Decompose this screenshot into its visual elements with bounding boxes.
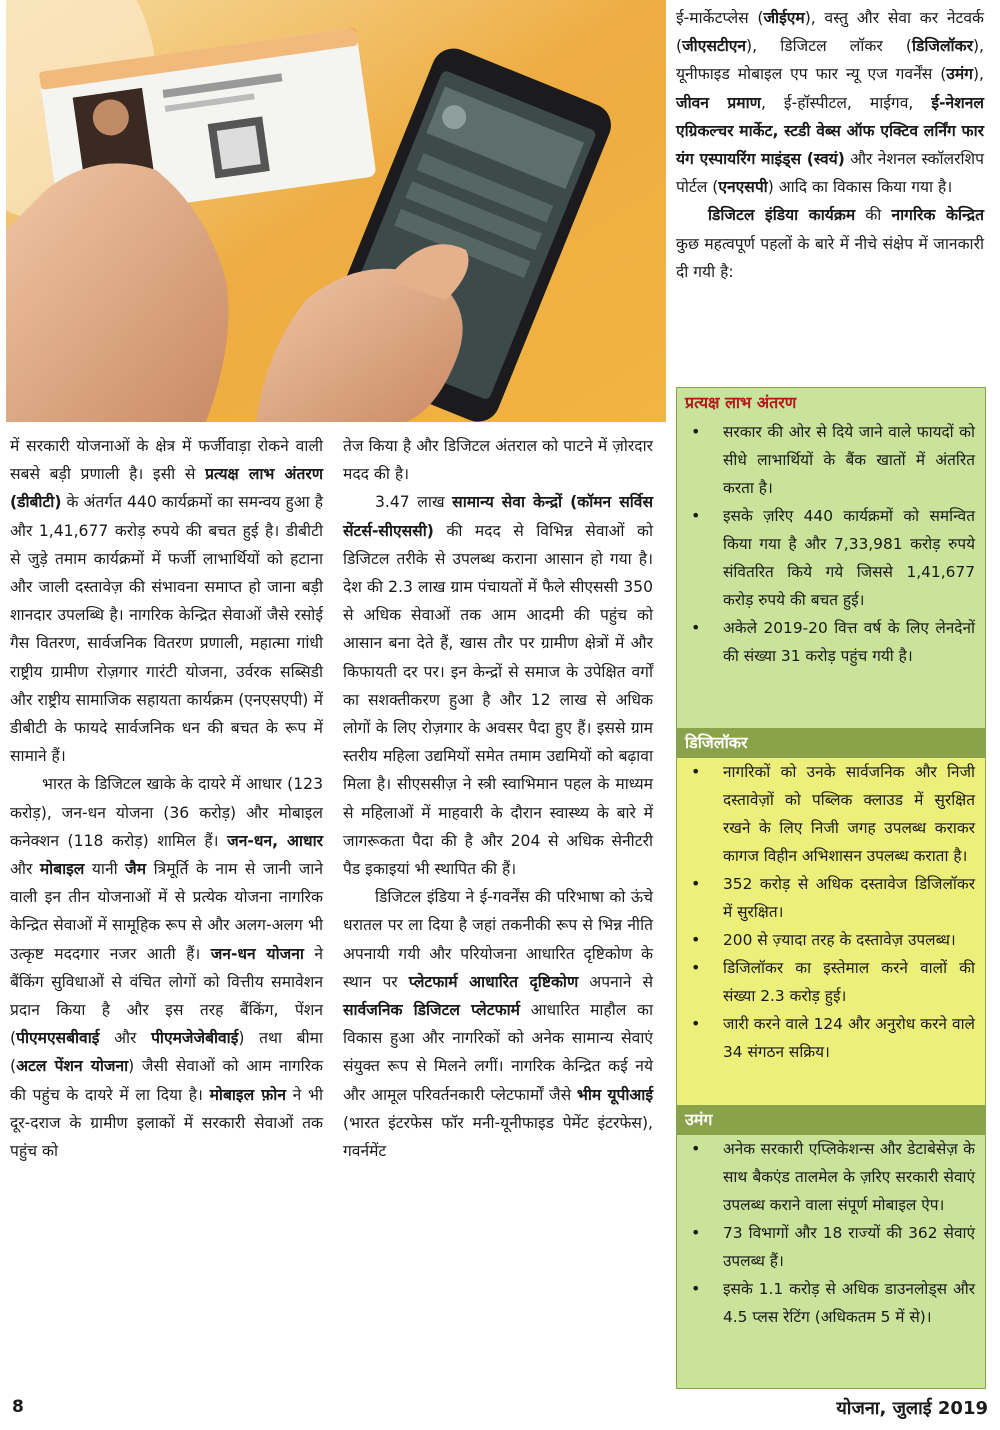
col2-paragraph-1: तेज किया है और डिजिटल अंतराल को पाटने में ज़ोरदार मदद की है। bbox=[343, 437, 653, 484]
digilocker-list bbox=[677, 758, 985, 1066]
umang-title: उमंग bbox=[677, 1105, 985, 1135]
list-item: • सरकार की ओर से दिये जाने वाले फायदों को सीधे लाभार्थियों के बैंक खातों में अंतरित करता है। bbox=[677, 418, 975, 502]
bold-term: एनएसपी bbox=[718, 178, 768, 197]
col1-paragraph-1: में सरकारी योजनाओं के क्षेत्र में फर्जीवाड़ा रोकने वाली सबसे बड़ी प्रणाली है। इसी से प्रत्यक्ष लाभ अंतरण (डीबीटी) के अंतर्गत 440 कार्यक्रमों का समन्वय हुआ है और 1,41,677 करोड़ रुपये की बचत हुई है। डीबीटी से जुड़े तमाम कार्यक्रमों में फर्जी लाभार्थियों को हटाना और जाली दस्तावेज़ की संभावना समाप्त हो जाना बड़ी शानदार उपलब्धि है। नागरिक केन्द्रित सेवाओं जैसे रसोई गैस वितरण, सार्वजनिक वितरण प्रणाली, महात्मा गांधी राष्ट्रीय ग्रामीण रोज़गार गारंटी योजना, उर्वरक सब्सिडी और राष्ट्रीय सामाजिक सहायता कार्यक्रम (एनएसएपी) में डीबीटी के फायदे सार्वजनिक धन की बचत के रूप में सामाने हैं। bbox=[10, 437, 324, 766]
magazine-footer: योजना, जुलाई 2019 bbox=[836, 1398, 988, 1419]
bold-term: अटल पेंशन योजना bbox=[16, 1057, 129, 1076]
list-item: • इसके 1.1 करोड़ से अधिक डाउनलोड्स और 4.5 प्लस रेटिंग (अधिकतम 5 में से)। bbox=[677, 1275, 975, 1331]
col3-paragraph-2: डिजिटल इंडिया कार्यक्रम की नागरिक केन्द्रित कुछ महत्वपूर्ण पहलों के बारे में नीचे संक्षेप में जानकारी दी गयी है: bbox=[676, 206, 984, 281]
bold-term: उमंग bbox=[946, 65, 973, 84]
list-item: • 73 विभागों और 18 राज्यों की 362 सेवाएं उपलब्ध हैं। bbox=[677, 1219, 975, 1275]
umang-list bbox=[677, 1135, 985, 1331]
list-item: • 352 करोड़ से अधिक दस्तावेज डिजिलॉकर में सुरक्षित। bbox=[677, 870, 975, 926]
bold-term: नागरिक केन्द्रित bbox=[891, 206, 984, 225]
dbt-section bbox=[677, 388, 985, 728]
bold-term: पीएमएसबीवाई bbox=[16, 1029, 100, 1048]
bold-term: मोबाइल bbox=[39, 860, 85, 879]
list-item: • अकेले 2019-20 वित्त वर्ष के लिए लेनदेनों की संख्या 31 करोड़ पहुंच गयी है। bbox=[677, 614, 975, 670]
bold-term: ई-नेशनल एग्रिकल्चर मार्केट, स्टडी वेब्स ऑफ एक्टिव लर्निंग फार यंग एस्पायरिंग माइंड्स (स्वयं) bbox=[676, 93, 984, 169]
dbt-list bbox=[677, 418, 985, 670]
bold-term: डिजिटल इंडिया कार्यक्रम bbox=[708, 206, 856, 225]
bold-term: जन-धन, आधार bbox=[227, 831, 323, 850]
bold-term: जीएसटीएन bbox=[682, 37, 747, 56]
col2-paragraph-3: डिजिटल इंडिया ने ई-गवर्नेंस की परिभाषा को ऊंचे धरातल पर ला दिया है जहां तकनीकी रूप से भिन्न नीति अपनायी गयी और परियोजना आधारित दृष्टिकोण के स्थान पर प्लेटफार्म आधारित दृष्टिकोण अपनाने से सार्वजनिक डिजिटल प्लेटफार्म आधारित माहौल का विकास हुआ और नागरिकों को अनेक सामान्य सेवाएं संयुक्त रूप से मिलने लगीं। नागरिक केन्द्रित कई नये और आमूल परिवर्तनकारी प्लेटफार्मों जैसे भीम यूपीआई (भारत इंटरफेस फॉर मनी-यूनीफाइड पेमेंट इंटरफेस), गवर्नमेंट bbox=[343, 888, 653, 1161]
bold-term: जीवन प्रमाण bbox=[676, 93, 761, 112]
bold-term: जैम bbox=[125, 860, 147, 879]
list-item: • नागरिकों को उनके सार्वजनिक और निजी दस्तावेज़ों को पब्लिक क्लाउड में सुरक्षित रखने के लिए निजी जगह उपलब्ध कराकर कागज विहीन अभिशासन उपलब्ध कराता है। bbox=[677, 758, 975, 870]
list-item: • अनेक सरकारी एप्लिकेशन्स और डेटाबेसेज़ के साथ बैकएंड तालमेल के ज़रिए सरकारी सेवाएं उपलब्ध कराने वाला संपूर्ण मोबाइल ऐप। bbox=[677, 1135, 975, 1219]
bold-term: मोबाइल फ़ोन bbox=[209, 1085, 286, 1104]
list-item: • डिजिलॉकर का इस्तेमाल करने वालों की संख्या 2.3 करोड़ हुई। bbox=[677, 954, 975, 1010]
page-number: 8 bbox=[12, 1397, 24, 1417]
bold-term: पीएमजेजेबीवाई bbox=[151, 1029, 239, 1048]
bold-term: जन-धन योजना bbox=[210, 944, 304, 963]
hand-phone-aadhaar-illustration bbox=[6, 0, 666, 422]
bold-term: भीम यूपीआई bbox=[576, 1085, 653, 1104]
article-column-2 bbox=[343, 432, 653, 1165]
bold-term: सार्वजनिक डिजिटल प्लेटफार्म bbox=[343, 1001, 520, 1020]
col1-paragraph-2: भारत के डिजिटल खाके के दायरे में आधार (123 करोड़), जन-धन योजना (36 करोड़) और मोबाइल कनेक्शन (118 करोड़) शामिल हैं। जन-धन, आधार और मोबाइल यानी जैम त्रिमूर्ति के नाम से जानी जाने वाली इन तीन योजनाओं में से प्रत्येक योजना नागरिक केन्द्रित सेवाओं में सामूहिक रूप से और अलग-अलग भी उत्कृष्ट मददगार नजर आती हैं। जन-धन योजना ने बैंकिंग सुविधाओं से वंचित लोगों को वित्तीय समावेशन प्रदान किया है और इस तरह बैंकिंग, पेंशन (पीएमएसबीवाई और पीएमजेजेबीवाई) तथा बीमा (अटल पेंशन योजना) जैसी सेवाओं को आम नागरिक की पहुंच के दायरे में ला दिया है। मोबाइल फ़ोन ने भी दूर-दराज के ग्रामीण इलाकों में सरकारी सेवाओं तक पहुंच को bbox=[10, 775, 324, 1161]
umang-section bbox=[677, 1105, 985, 1388]
list-item: • इसके ज़रिए 440 कार्यक्रमों को समन्वित किया गया है और 7,33,981 करोड़ रुपये संवितरित किये गये जिससे 1,41,677 करोड़ रुपये की बचत हुई। bbox=[677, 502, 975, 614]
col2-paragraph-2: 3.47 लाख सामान्य सेवा केन्द्रों (कॉमन सर्विस सेंटर्स-सीएससी) की मदद से विभिन्न सेवाओं को डिजिटल तरीके से उपलब्ध कराना आसान हो गया है। देश की 2.3 लाख ग्राम पंचायतों में फैले सीएससी 350 से अधिक सेवाओं तक आम आदमी की पहुंच को आसान बना देते हैं, खास तौर पर ग्रामीण क्षेत्रों में और किफायती दर पर। इन केन्द्रों से समाज के उपेक्षित वर्गों का सशक्तीकरण हुआ है और 12 लाख से अधिक लोगों के लिए रोज़गार के अवसर पैदा हुए हैं। इससे ग्राम स्तरीय महिला उद्यमियों समेत तमाम उद्यमियों को बढ़ावा मिला है। सीएससीज़ ने स्त्री स्वाभिमान पहल के माध्यम से महिलाओं में माहवारी के दौरान स्वास्थ्य के बारे में जागरूकता पैदा की है और 204 से अधिक सेनीटरी पैड इकाइयां भी स्थापित की हैं। bbox=[343, 493, 653, 879]
digilocker-title: डिजिलॉकर bbox=[677, 728, 985, 758]
list-item: • 200 से ज़्यादा तरह के दस्तावेज़ उपलब्ध। bbox=[677, 926, 975, 954]
article-column-3 bbox=[676, 4, 984, 286]
col3-paragraph-1: ई-मार्केटप्लेस (जीईएम), वस्तु और सेवा कर नेटवर्क (जीएसटीएन), डिजिटल लॉकर (डिजिलॉकर), यूनीफाइड मोबाइल एप फार न्यू एज गवर्नेंस (उमंग), जीवन प्रमाण, ई-हॉस्पीटल, माईगव, ई-नेशनल एग्रिकल्चर मार्केट, स्टडी वेब्स ऑफ एक्टिव लर्निंग फार यंग एस्पायरिंग माइंड्स (स्वयं) और नेशनल स्कॉलरशिप पोर्टल (एनएसपी) आदि का विकास किया गया है। bbox=[676, 9, 984, 197]
article-photo bbox=[6, 0, 666, 422]
bold-term: प्रत्यक्ष लाभ अंतरण (डीबीटी) bbox=[10, 465, 323, 512]
article-column-1 bbox=[10, 432, 323, 1165]
info-sidebar bbox=[676, 387, 986, 1389]
dbt-title: प्रत्यक्ष लाभ अंतरण bbox=[685, 393, 797, 412]
bold-term: डिजिलॉकर bbox=[911, 37, 973, 56]
list-item: • जारी करने वाले 124 और अनुरोध करने वाले 34 संगठन सक्रिय। bbox=[677, 1010, 975, 1066]
bold-term: सामान्य सेवा केन्द्रों (कॉमन सर्विस सेंटर्स-सीएससी) bbox=[343, 493, 653, 540]
bold-term: प्लेटफार्म आधारित दृष्टिकोण bbox=[408, 972, 579, 991]
digilocker-section bbox=[677, 728, 985, 1105]
bold-term: जीईएम bbox=[763, 9, 805, 27]
